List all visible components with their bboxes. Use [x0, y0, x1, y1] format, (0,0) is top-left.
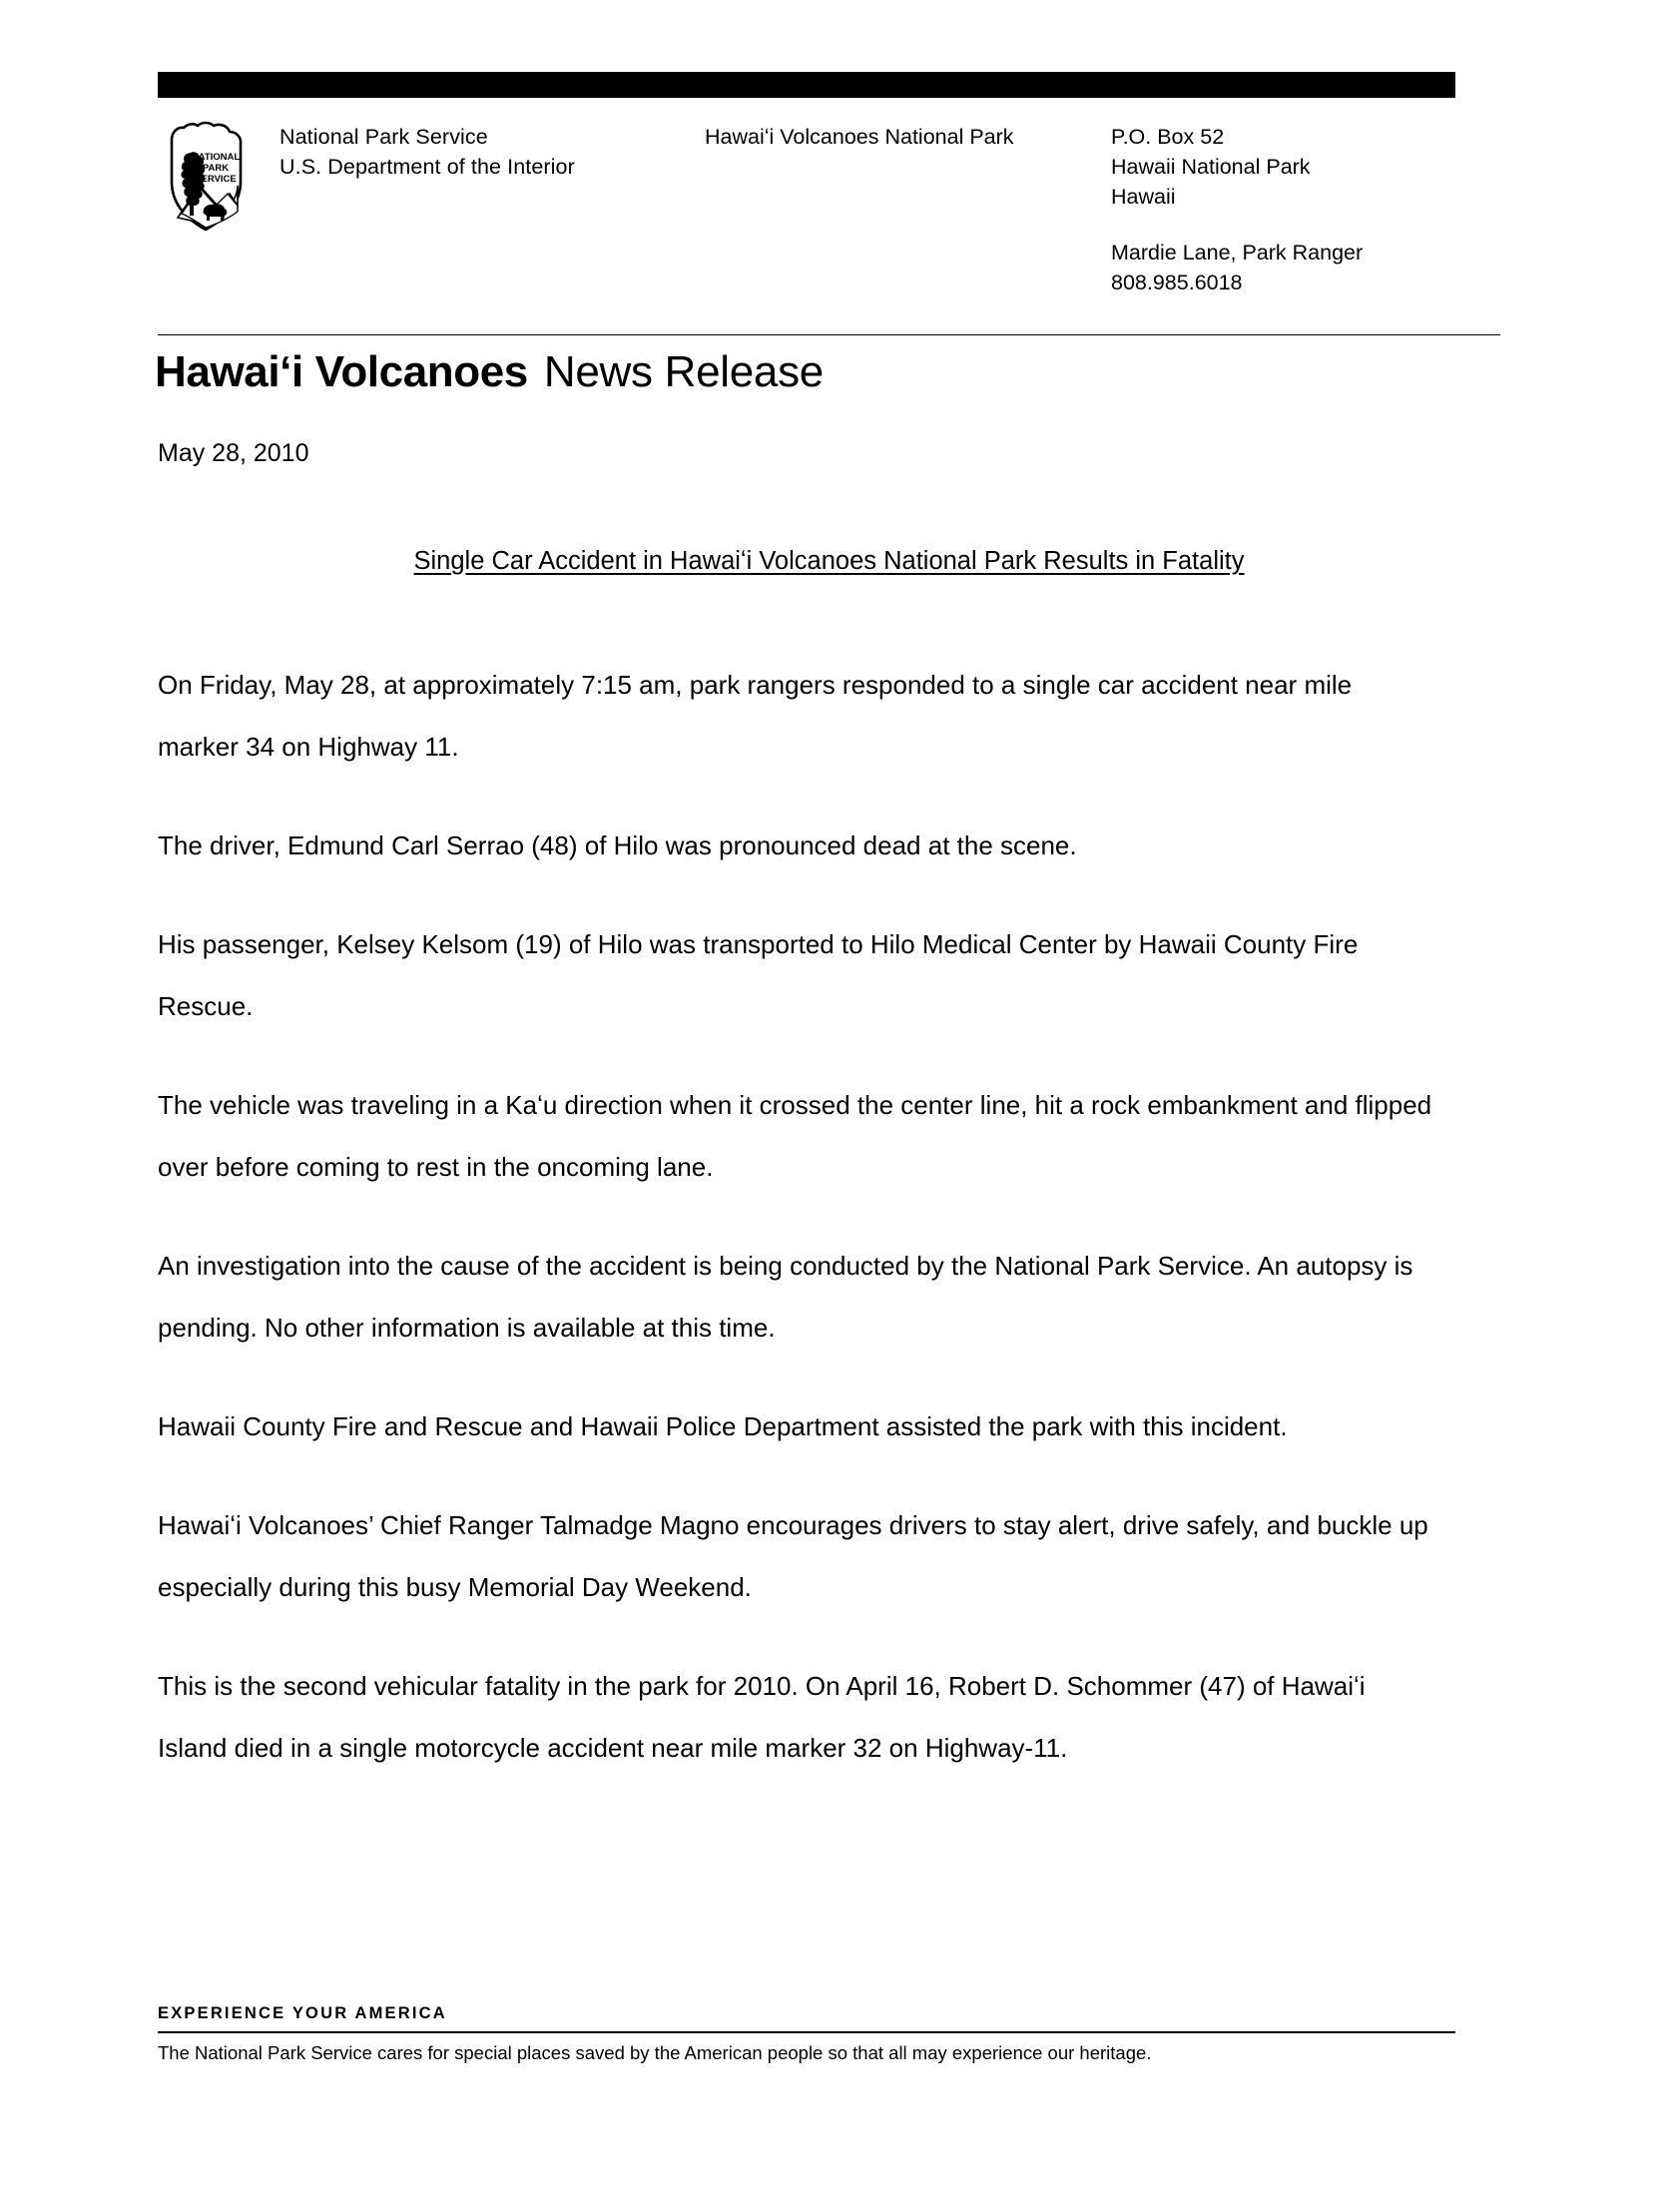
page-title	[155, 347, 824, 397]
paragraph: Hawaii County Fire and Rescue and Hawaii Police Department assisted the park with this incident.	[158, 1411, 1288, 1441]
paragraph: The vehicle was traveling in a Kaʻu direction when it crossed the center line, hit a rock embankment and flipped over before coming to rest in the oncoming lane.	[158, 1090, 1432, 1182]
release-date: May 28, 2010	[158, 439, 309, 467]
contact-phone: 808.985.6018	[1111, 271, 1243, 294]
address-block	[1111, 122, 1311, 212]
agency-line-1: National Park Service	[280, 125, 488, 149]
nps-arrowhead-logo	[160, 120, 252, 232]
page-title-light: News Release	[543, 347, 824, 396]
header-divider-rule	[158, 334, 1500, 335]
document-header	[158, 110, 1455, 309]
document-footer	[158, 2004, 1455, 2063]
address-line-1: P.O. Box 52	[1111, 125, 1225, 149]
logo-text-line2: PARK	[202, 163, 230, 174]
logo-text-line3: SERVICE	[195, 174, 237, 185]
park-name: Hawaiʻi Volcanoes National Park	[705, 125, 1014, 149]
footer-tagline: EXPERIENCE YOUR AMERICA	[158, 2004, 447, 2022]
logo-text-line1: NATIONAL	[191, 152, 241, 163]
footer-mission-statement: The National Park Service cares for special places saved by the American people so that all may experience our heritage.	[158, 2042, 1152, 2063]
agency-block	[280, 122, 575, 182]
headline: Single Car Accident in Hawaiʻi Volcanoes National Park Results in Fatality	[413, 547, 1245, 575]
footer-divider-rule	[158, 2031, 1455, 2033]
header-black-bar	[158, 72, 1455, 98]
park-name-block	[705, 122, 1014, 152]
page-title-bold: Hawaiʻi Volcanoes	[155, 347, 528, 396]
contact-name: Mardie Lane, Park Ranger	[1111, 241, 1364, 265]
agency-line-2: U.S. Department of the Interior	[280, 155, 575, 179]
address-line-3: Hawaii	[1111, 185, 1176, 209]
contact-block	[1111, 238, 1363, 297]
address-line-2: Hawaii National Park	[1111, 155, 1311, 179]
body-copy	[158, 654, 1435, 1779]
paragraph: An investigation into the cause of the accident is being conducted by the National Park Service. An autopsy is pending. No other information is available at this time.	[158, 1251, 1413, 1343]
paragraph: Hawaiʻi Volcanoes’ Chief Ranger Talmadge Magno encourages drivers to stay alert, drive safely, and buckle up especially during this busy Memorial Day Weekend.	[158, 1510, 1428, 1602]
paragraph: This is the second vehicular fatality in the park for 2010. On April 16, Robert D. Schommer (47) of Hawaiʻi Island died in a single motorcycle accident near mile marker 32 on Highway-11.	[158, 1671, 1366, 1763]
paragraph: His passenger, Kelsey Kelsom (19) of Hilo was transported to Hilo Medical Center by Hawaii County Fire Rescue.	[158, 929, 1359, 1021]
paragraph: On Friday, May 28, at approximately 7:15 am, park rangers responded to a single car accident near mile marker 34 on Highway 11.	[158, 670, 1353, 762]
paragraph: The driver, Edmund Carl Serrao (48) of Hilo was pronounced dead at the scene.	[158, 830, 1077, 860]
